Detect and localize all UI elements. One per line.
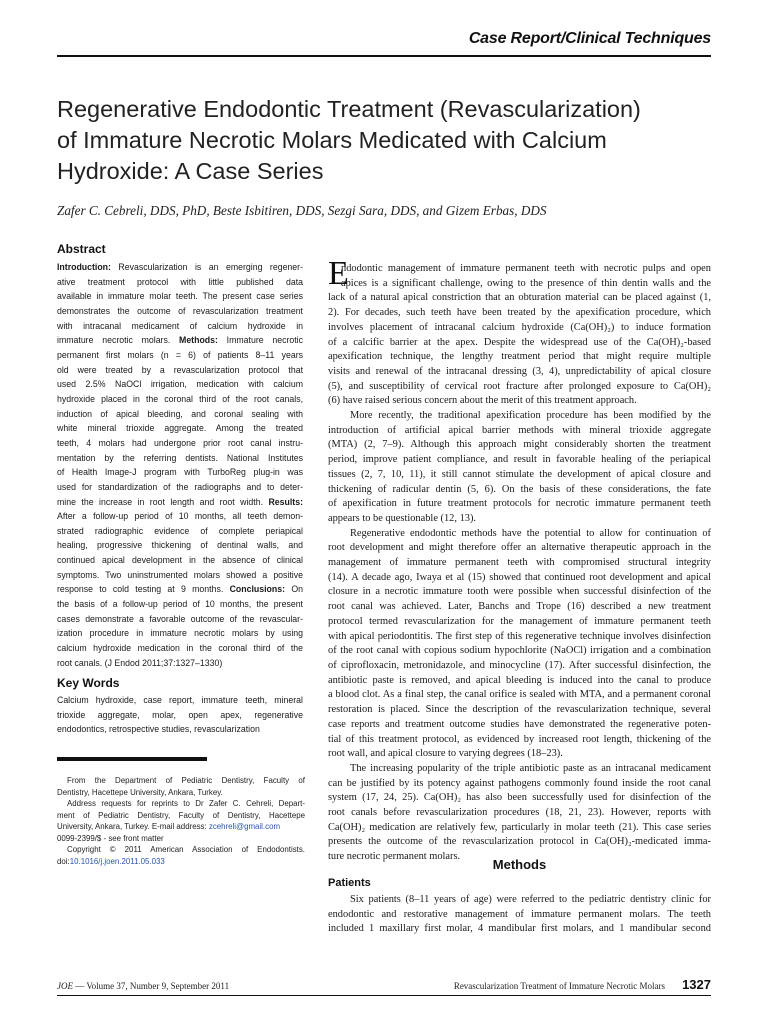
- footnote-line: [57, 844, 305, 856]
- footnote-line: [57, 833, 305, 845]
- footnote-line: [57, 856, 305, 868]
- footnote-rule: [57, 757, 207, 761]
- body-line: root development and might therefore offer an alternative therapeutic approach in the: [328, 542, 711, 554]
- footnote-line: [57, 775, 305, 787]
- abstract-line: [57, 289, 303, 304]
- abstract-line: [57, 641, 303, 656]
- body-line: The increasing popularity of the triple antibiotic paste as an intracanal medicament: [350, 762, 711, 774]
- drop-cap: E: [328, 255, 349, 292]
- abstract-text: After a follow-up period of 10 months, all teeth demon-: [57, 511, 303, 522]
- body-line: of apexification in future treatment protocols for necrotic immature permanent teeth: [328, 498, 711, 510]
- body-line: with apical periodontitis. The first step of this regenerative technique involves disinfection: [328, 630, 711, 642]
- body-line: restoration is placed. Since the description of the revascularization technique, several: [328, 704, 711, 716]
- abstract-line: [57, 319, 303, 334]
- abstract-text: strated radiographic evidence of complete periapical: [57, 525, 303, 536]
- body-line: Six patients (8–11 years of age) were referred to the pediatric dentistry clinic for: [350, 894, 711, 905]
- methods-heading: Methods: [492, 857, 547, 872]
- body-line: apexification technique, the lengthy treatment period that might require multiple: [328, 351, 711, 363]
- body-line: apices is a significant challenge, owing to the presence of thin dentin walls and the: [341, 277, 711, 289]
- abstract-text: symptoms. Two uninstrumented molars showed a positive: [57, 569, 303, 580]
- body-line: thickening of radicular dentin (5, 6). On the basis of these considerations, the fate: [328, 483, 711, 495]
- header-rule: [57, 55, 711, 57]
- body-line: period, improve patient compliance, and result in favorable healing of the periapical: [328, 454, 711, 466]
- body-line: tial of this treatment protocol, as evidenced by increased root length, thickening of the: [328, 733, 711, 745]
- body-line: of ciprofloxacin, metronidazole, and minocycline (17). After successful disinfection, the: [328, 659, 711, 671]
- body-line: ndodontic management of immature permanent teeth with necrotic pulps and open: [341, 263, 711, 274]
- abstract-line: [57, 333, 303, 348]
- abstract-line: [57, 568, 303, 583]
- body-line: More recently, the traditional apexification procedure has been modified by the: [350, 410, 711, 422]
- affiliation-footnote: [57, 775, 305, 867]
- footnote-text: Address requests for reprints to Dr Zafer C. Cehreli, Depart-: [67, 799, 305, 808]
- abstract-line: [57, 553, 303, 568]
- abstract-line: [57, 421, 303, 436]
- abstract-line: [57, 480, 303, 495]
- abstract-text: Immature necrotic: [217, 335, 303, 346]
- body-line: tissues (2, 7, 10, 11), it still cannot stimulate the development of apical closure and: [328, 468, 711, 480]
- abstract-line: [57, 275, 303, 290]
- abstract-line: [57, 582, 303, 597]
- body-line: management of immature permanent teeth with compromised structural integrity: [328, 557, 711, 569]
- journal-issue: — Volume 37, Number 9, September 2011: [73, 981, 230, 991]
- footnote-text: doi:: [57, 856, 70, 866]
- abstract-text: of Health Image-J program with TurboReg plug-in was: [57, 467, 303, 478]
- footnote-link[interactable]: zcehreli@gmail.com: [208, 822, 281, 831]
- introduction-body: [328, 262, 711, 865]
- body-line: root canals before revascularization procedures (18, 21, 23). However, reports with: [328, 807, 711, 819]
- footnote-link[interactable]: 10.1016/j.joen.2011.05.033: [69, 856, 165, 866]
- body-line: closure in a necrotic immature tooth were possible when successful disinfection of the: [328, 586, 711, 598]
- abstract-line: [57, 436, 303, 451]
- abstract-line: [57, 626, 303, 641]
- body-line: protocol termed revascularization for the management of immature permanent teeth: [328, 615, 711, 627]
- abstract-text: ization procedure in immature necrotic molars by using: [57, 628, 303, 639]
- body-line: system (17, 24, 25). Ca(OH)₂ has also been successfully used for disinfection of the: [328, 792, 711, 804]
- body-line: 2). For decades, such teeth have been treated by the apexification procedure, which: [328, 307, 711, 319]
- abstract-text: immature necrotic molars.: [57, 335, 171, 346]
- abstract-text: used 2.5% NaOCl irrigation, medication with calcium: [57, 379, 303, 390]
- keywords-line: endodontics, retrospective studies, revascularization: [57, 724, 260, 735]
- body-line: Ca(OH)₂ medication are relatively few, particularly in molar teeth (21). This case series: [328, 821, 711, 833]
- abstract-line: [57, 495, 303, 510]
- abstract-text: hydroxide placed in the coronal third of the root canals,: [57, 393, 303, 404]
- abstract-body: [57, 260, 303, 670]
- abstract-text: the basis of a follow-up period of 10 months, the present: [57, 599, 303, 610]
- abstract-text: response to cold testing at 9 months.: [57, 584, 224, 595]
- abstract-line: [57, 509, 303, 524]
- journal-citation: [57, 981, 229, 991]
- abstract-line: [57, 348, 303, 363]
- body-line: appears to be questionable (12, 13).: [328, 512, 477, 524]
- body-line: (6) have raised serious concern about the merit of this treatment approach.: [328, 395, 637, 407]
- abstract-line: [57, 465, 303, 480]
- keywords-line: trioxide aggregate, molar, open apex, regenerative: [57, 709, 303, 720]
- abstract-label: Results:: [263, 496, 303, 507]
- title-line: Hydroxide: A Case Series: [57, 158, 324, 184]
- patients-subheading: Patients: [328, 877, 371, 889]
- footnote-text: University, Ankara, Turkey. E-mail address:: [57, 822, 209, 831]
- title-line: Regenerative Endodontic Treatment (Revascularization): [57, 96, 641, 122]
- abstract-text: white mineral trioxide aggregate. Among the treated: [57, 423, 303, 434]
- abstract-heading: Abstract: [57, 242, 106, 256]
- body-line: visits and renewal of the intracanal dressing (3, 4), unpredictability of apical closure: [328, 365, 711, 377]
- body-line: ture necrotic permanent molars.: [328, 851, 461, 863]
- abstract-line: [57, 304, 303, 319]
- abstract-line: [57, 597, 303, 612]
- abstract-text: Revascularization is an emerging regener-: [110, 262, 303, 272]
- journal-name: JOE: [57, 981, 73, 991]
- body-line: involves placement of intracanal calcium hydroxide (Ca(OH)₂) to induce formation: [328, 321, 711, 333]
- abstract-text: demonstrates the outcome of revascularization treatment: [57, 305, 303, 316]
- abstract-text: continued apical development in the absence of clinical: [57, 555, 303, 566]
- body-line: introduction of artificial apical barrier methods with mineral trioxide aggregate: [328, 424, 711, 436]
- body-line: (5), and susceptibility of cervical root fracture after prolonged exposure to Ca(OH)₂: [328, 380, 711, 392]
- abstract-text: used for standardization of the radiographs and to deter-: [57, 481, 303, 492]
- abstract-line: [57, 451, 303, 466]
- methods-body: [328, 893, 711, 937]
- keywords-body: [57, 693, 303, 737]
- footnote-line: [57, 821, 305, 833]
- running-title: Revascularization Treatment of Immature Necrotic Molars: [453, 981, 665, 991]
- abstract-text: available in immature molar teeth. The present case series: [57, 291, 303, 302]
- body-line: lack of a natural apical constriction that an obturation material can be placed against (1,: [328, 292, 711, 304]
- body-line: (MTA) (2, 7–9). Although this approach might considerably shorten the treatment: [328, 439, 711, 451]
- abstract-line: [57, 377, 303, 392]
- body-line: of the root canal with copious sodium hypochlorite (NaOCl) irrigation and a combination: [328, 645, 711, 657]
- body-line: root canal was achieved. Later, Banchs and Trope (16) described a new treatment: [328, 601, 711, 613]
- abstract-line: [57, 612, 303, 627]
- abstract-line: [57, 538, 303, 553]
- abstract-line: [57, 260, 303, 275]
- abstract-line: [57, 407, 303, 422]
- footnote-text: ment of Pediatric Dentistry, Faculty of Dentistry, Hacettepe: [57, 810, 305, 820]
- body-line: presents the outcome of the revascularization protocol in Ca(OH)₂-medicated imma-: [328, 836, 711, 848]
- abstract-text: with intracanal medicament of calcium hydroxide in: [57, 320, 303, 331]
- section-label: Case Report/Clinical Techniques: [468, 30, 711, 47]
- footnote-text: 0099-2399/$ - see front matter: [57, 833, 164, 843]
- abstract-line: [57, 656, 303, 671]
- abstract-text: old were treated by a revascularization protocol that: [57, 364, 303, 375]
- body-line: case reports and treatment outcome studies have demonstrated the regenerative poten-: [328, 718, 711, 730]
- footnote-line: [57, 787, 305, 799]
- article-title: [57, 94, 711, 187]
- title-line: of Immature Necrotic Molars Medicated with Calcium: [57, 127, 607, 153]
- page-number: 1327: [682, 977, 711, 992]
- body-line: included 1 maxillary first molar, 4 mandibular first molars, and 1 mandibular second: [328, 923, 711, 935]
- abstract-text: permanent first molars (n = 6) of patients 8–11 years: [57, 349, 303, 360]
- body-line: endodontic and restorative management of immature permanent molars. The teeth: [328, 908, 711, 920]
- abstract-text: calcium hydroxide medication in the coronal third of the: [57, 643, 303, 654]
- footnote-text: Copyright © 2011 American Association of Endodontists.: [67, 845, 305, 854]
- footnote-text: From the Department of Pediatric Dentistry, Faculty of: [67, 776, 305, 785]
- abstract-label: Introduction:: [57, 262, 111, 272]
- abstract-text: cases demonstrate a favorable outcome of the revascular-: [57, 613, 303, 624]
- body-line: (14). A decade ago, Iwaya et al (15) showed that continued root development and apical: [328, 571, 711, 583]
- abstract-label: Methods:: [170, 335, 218, 346]
- body-line: can be justified by its potency against pathogens commonly found inside the root canal: [328, 777, 711, 789]
- abstract-text: mentation by the referring dentists. National Institutes: [57, 452, 303, 463]
- abstract-text: mine the increase in root length and root width.: [57, 496, 264, 507]
- abstract-text: healing, progressive thickening of dentinal walls, and: [57, 540, 303, 551]
- abstract-line: [57, 363, 303, 378]
- author-list: Zafer C. Cebreli, DDS, PhD, Beste Isbitiren, DDS, Sezgi Sara, DDS, and Gizem Erbas, DDS: [57, 203, 547, 218]
- abstract-text: teeth, 4 molars had undergone prior root canal instru-: [57, 437, 303, 448]
- footnote-line: [57, 798, 305, 810]
- body-line: Regenerative endodontic methods have the potential to allow for continuation of: [350, 527, 711, 539]
- abstract-text: On: [285, 584, 303, 595]
- keywords-heading: Key Words: [57, 676, 120, 690]
- abstract-text: root canals. (J Endod 2011;37:1327–1330): [57, 657, 223, 668]
- abstract-text: induction of apical bleeding, and coronal sealing with: [57, 408, 303, 419]
- keywords-line: Calcium hydroxide, case report, immature teeth, mineral: [57, 695, 303, 705]
- body-line: of a calcific barrier at the apex. Despite the widespread use of the Ca(OH)₂-based: [328, 336, 711, 348]
- footnote-line: [57, 810, 305, 822]
- body-line: antibiotic paste is removed, and apical bleeding is induced into the canal to produce: [328, 674, 711, 686]
- abstract-line: [57, 524, 303, 539]
- abstract-text: ative treatment protocol with little published data: [57, 276, 303, 287]
- abstract-line: [57, 392, 303, 407]
- abstract-label: Conclusions:: [223, 584, 286, 595]
- footnote-text: Dentistry, Hacettepe University, Ankara, Turkey.: [57, 787, 223, 797]
- body-line: root wall, and apical closure to varying degrees (18–23).: [328, 748, 563, 760]
- body-line: a blood clot. As a final step, the canal orifice is sealed with MTA, and a permanent coronal: [328, 689, 711, 701]
- abstract-section: [57, 242, 303, 670]
- footer-rule: [57, 995, 711, 996]
